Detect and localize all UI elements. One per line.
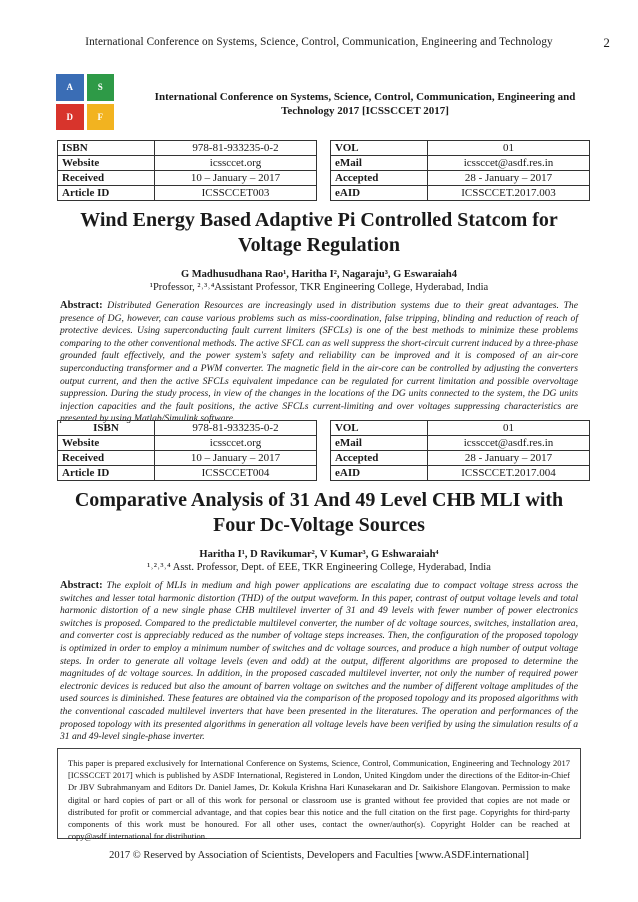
asdf-logo: [56, 74, 114, 130]
meta-key: VOL: [331, 421, 428, 436]
paper-1-author-list: G Madhusudhana Rao¹, Haritha I², Nagaraju³, G Eswaraiah4: [180, 269, 458, 280]
paper-2-meta-right: [330, 420, 590, 481]
meta-value: 01: [428, 421, 590, 436]
meta-value: icssccet.org: [155, 436, 317, 451]
meta-value: 28 - January – 2017: [428, 171, 590, 186]
logo-tile-a: A: [56, 74, 84, 101]
meta-value: 978-81-933235-0-2: [155, 421, 317, 436]
running-header: [0, 36, 638, 48]
paper-2-author-list: Haritha I¹, D Ravikumar², V Kumar³, G Eshwaraiah⁴: [199, 549, 439, 560]
conference-name: [130, 90, 600, 118]
meta-value: 28 - January – 2017: [428, 451, 590, 466]
meta-key: eAID: [331, 466, 428, 481]
paper-1-title: [40, 208, 598, 258]
paper-2-affiliation: ¹˒²˒³˒⁴ Asst. Professor, Dept. of EEE, TKR Engineering College, Hyderabad, India: [147, 562, 491, 573]
meta-key: eMail: [331, 436, 428, 451]
meta-key: eMail: [331, 156, 428, 171]
meta-key: Accepted: [331, 451, 428, 466]
meta-key: Received: [58, 451, 155, 466]
paper-1-meta-left: [57, 140, 317, 201]
meta-value: 01: [428, 141, 590, 156]
meta-key: VOL: [331, 141, 428, 156]
meta-key: Article ID: [58, 466, 155, 481]
logo-tile-s: S: [87, 74, 115, 101]
paper-1-title-line-2: Voltage Regulation: [237, 234, 401, 256]
copyright-notice-text: This paper is prepared exclusively for International Conference on Systems, Science, Control, Communication, Engineering and Technology 2017 [ICSSCCET 2017] which is published by ASDF International, Registered in London, United Kingdom under the directions of the Editor-in-Chief Dr JBV Subrahmanyam and Editors Dr. Daniel James, Dr. Kokula Krishna Hari Kunasekaran and Dr. Saikishore Elangovan. Permission to make digital or hard copies of part or all of this work for personal or classroom use is granted without fee provided that copies are not made or distributed for profit or commercial advantage, and that copies bear this notice and the full citation on the first page. Copyrights for third-party components of this work must be honoured. For all other uses, contact the owner/author(s). Copyright Holder can be reached at copy@asdf.international for distribution.: [68, 758, 570, 842]
meta-value: 10 – January – 2017: [155, 171, 317, 186]
logo-tile-f: F: [87, 104, 115, 131]
abstract-label: Abstract:: [60, 300, 103, 311]
paper-1-title-line-1: Wind Energy Based Adaptive Pi Controlled Statcom for: [80, 209, 558, 231]
meta-value: icssccet.org: [155, 156, 317, 171]
meta-key: Website: [58, 156, 155, 171]
paper-2-title-line-1: Comparative Analysis of 31 And 49 Level CHB MLI with: [74, 489, 564, 511]
page-number: 2: [603, 35, 610, 50]
copyright-notice-box: [57, 748, 581, 842]
meta-value: ICSSCCET.2017.003: [428, 186, 590, 201]
paper-2-authors: [40, 548, 598, 574]
meta-key: eAID: [331, 186, 428, 201]
meta-key: ISBN: [58, 141, 155, 156]
paper-2-abstract: [60, 580, 578, 744]
meta-value: 10 – January – 2017: [155, 451, 317, 466]
abstract-label: Abstract:: [60, 580, 103, 591]
abstract-text: The exploit of MLIs in medium and high power applications are escalating due to compact voltage stress across the switches and lesser total harmonic distortion (THD) of the output waveform. In this paper, contrast of output voltage levels and total harmonic distortion of a new single phase CHB multilevel inverter of 31 and 49 levels with fewer number of power electronics switches is proposed. Compared to the predictable multilevel converter, the number of dc voltage sources, switches, installation area, and converter cost is appreciably reduced as the number of voltage steps increases. Then, the configuration of the proposed topology is optimized in order to employ a minimum number of switches and dc voltage sources, and produce a high number of output voltage steps. In order to generate all voltage levels (even and odd) at the output, different algorithms are proposed to determine the magnitudes of dc voltage sources. In addition, in the proposed cascaded multilevel inverter, not only the number of required power electronic devices is reduced but also the amount of barren voltage on switches and the number of different voltage amplitudes of the used sources is diminished. These features are obtained via the comparison of the proposed topology and its proposed algorithms with the conventional cascaded multilevel inverters that have been presented in the literatures. The operation and performances of the proposed topology with its presented algorithms in generation all voltage levels have been verified by using the simulation results of a 31 and 49-level single-phase inverter.: [60, 580, 578, 743]
meta-key: Website: [58, 436, 155, 451]
paper-1-affiliation: ¹Professor, ²˒³˒⁴Assistant Professor, TKR Engineering College, Hyderabad, India: [149, 282, 489, 293]
paper-1-abstract: [60, 300, 578, 426]
conference-line-1: International Conference on Systems, Science, Control, Communication, Engineering and: [154, 91, 576, 103]
paper-1-authors: [40, 268, 598, 294]
logo-tile-d: D: [56, 104, 84, 131]
meta-value: 978-81-933235-0-2: [155, 141, 317, 156]
meta-key: Accepted: [331, 171, 428, 186]
paper-2-title: [40, 488, 598, 538]
meta-value: icssccet@asdf.res.in: [428, 156, 590, 171]
running-header-title: International Conference on Systems, Science, Control, Communication, Engineering and Technology: [85, 36, 553, 48]
meta-key: ISBN: [58, 421, 155, 436]
meta-value: ICSSCCET.2017.004: [428, 466, 590, 481]
meta-key: Article ID: [58, 186, 155, 201]
paper-2-meta-left: [57, 420, 317, 481]
copyright-line: 2017 © Reserved by Association of Scientists, Developers and Faculties [www.ASDF.international]: [109, 850, 529, 861]
paper-2-title-line-2: Four Dc-Voltage Sources: [213, 514, 425, 536]
abstract-text: Distributed Generation Resources are increasingly used in distribution systems due to their great advantages. The presence of DG, however, can cause various problems such as miss-coordination, false tripping, blinding and reduction of reach of protective devices. Using superconducting fault current limiters (SFCLs) is one of the best methods to minimize these problems comparing to the other conventional methods. The active SFCL can as well suppress the short-circuit current induced by a three-phase grounded fault effectively, and the power system's safety and reliability can be improved and it is composed of an air-core superconducting transformer and a PWM converter. The magnetic field in the air-core can be controlled by adjusting the converters output current, and then the active SFCLs equivalent impedance can be regulated for current limitation and possible overvoltage suppression. During the study process, in view of the changes in the locations of the DG units connected to the system, the DG units injection capacities and the fault positions, the active SFCLs current-limiting and over voltages suppressing characteristics are presented by using Matlab/Simulink software.: [60, 300, 578, 425]
meta-value: ICSSCCET004: [155, 466, 317, 481]
meta-value: ICSSCCET003: [155, 186, 317, 201]
paper-1-meta-right: [330, 140, 590, 201]
meta-key: Received: [58, 171, 155, 186]
meta-value: icssccet@asdf.res.in: [428, 436, 590, 451]
conference-line-2: Technology 2017 [ICSSCCET 2017]: [281, 105, 449, 117]
